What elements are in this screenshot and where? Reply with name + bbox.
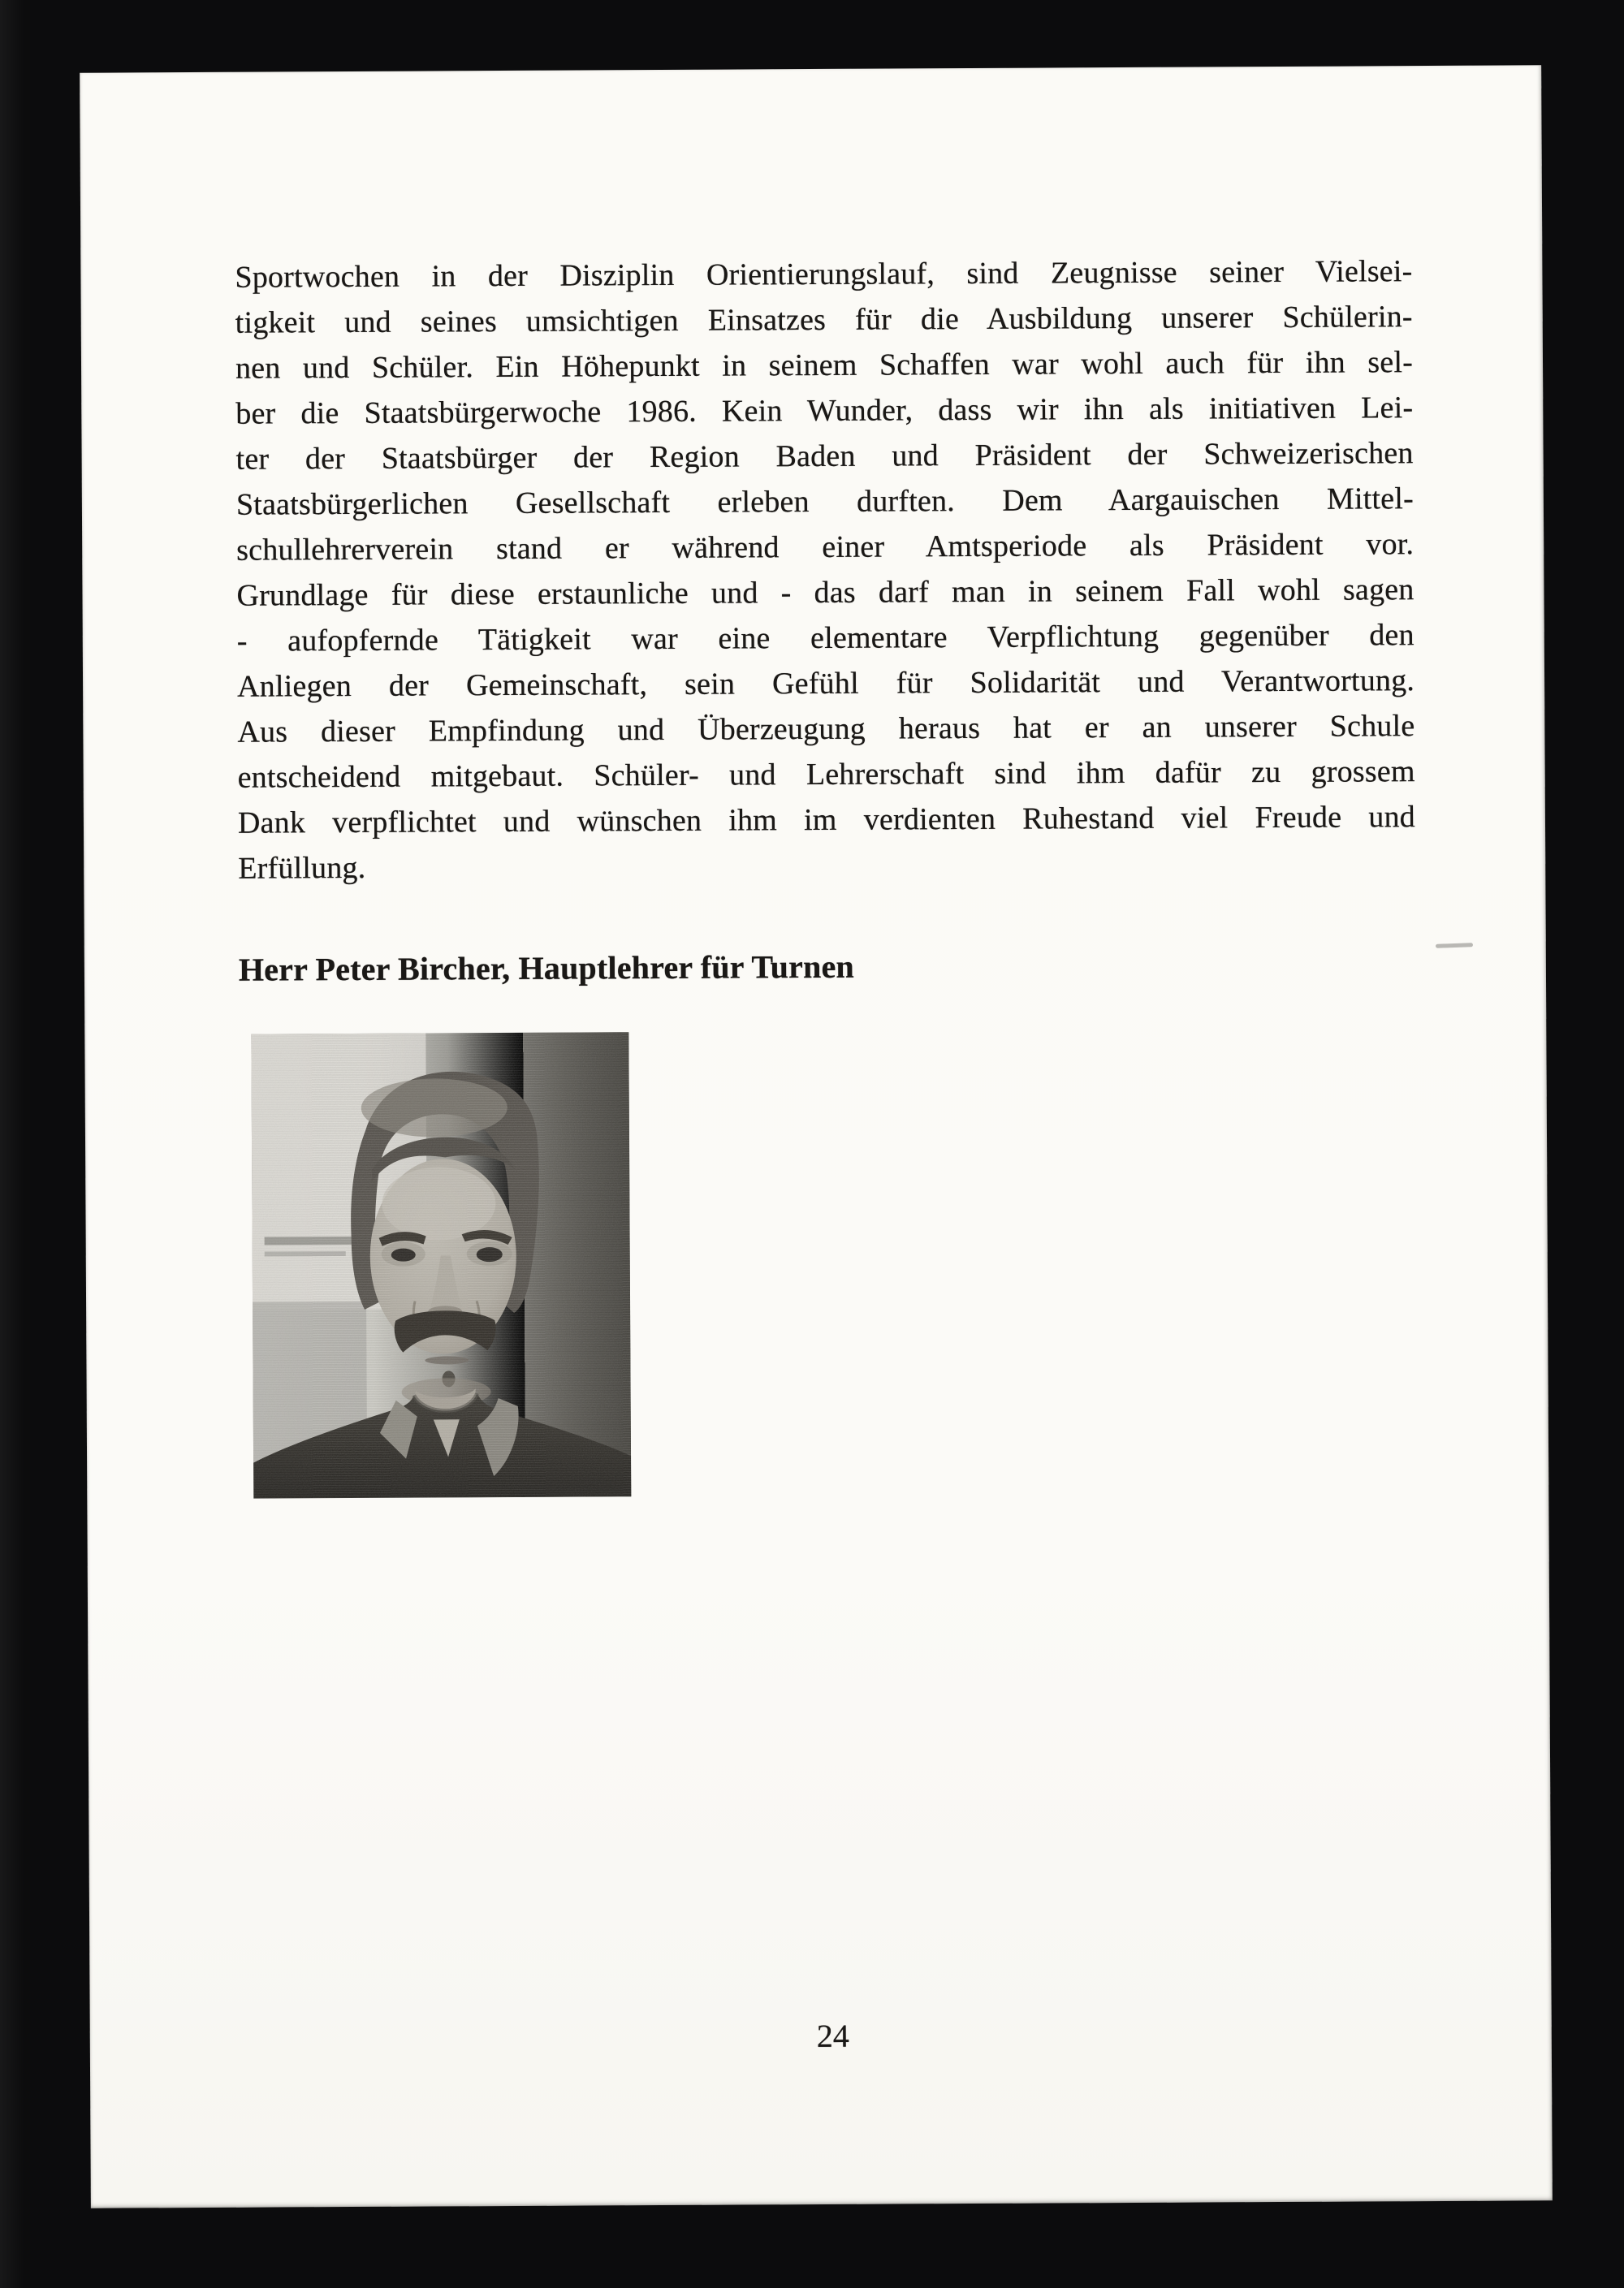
text-line: ber die Staatsbürgerwoche 1986. Kein Wunder, dass wir ihn als initiativen Lei- [235, 391, 1414, 431]
text-line: Sportwochen in der Disziplin Orientierungslauf, sind Zeugnisse seiner Vielsei- [235, 254, 1413, 295]
text-line: Dank verpflichtet und wünschen ihm im verdienten Ruhestand viel Freude und [237, 800, 1416, 840]
text-line: Aus dieser Empfindung und Überzeugung heraus hat er an unserer Schule [237, 709, 1415, 749]
scanner-edge-sheen [0, 0, 24, 2288]
text-line: Grundlage für diese erstaunliche und - das darf man in seinem Fall wohl sagen [236, 572, 1415, 613]
portrait-illustration [251, 1032, 631, 1498]
text-line: Erfüllung. [238, 850, 366, 886]
text-line: Staatsbürgerlichen Gesellschaft erleben durften. Dem Aargauischen Mittel- [235, 481, 1415, 522]
text-line: Anliegen der Gemeinschaft, sein Gefühl für Solidarität und Verantwortung. [236, 663, 1415, 704]
page-number: 24 [816, 2017, 849, 2055]
section-heading: Herr Peter Bircher, Hauptlehrer für Turnen [238, 948, 855, 988]
paragraph-retirement [235, 248, 1415, 891]
text-line: nen und Schüler. Ein Höhepunkt in seinem Schaffen war wohl auch für ihn sel- [235, 345, 1414, 386]
text-line: - aufopfernde Tätigkeit war eine elementare Verpflichtung gegenüber den [236, 618, 1415, 658]
text-line: tigkeit und seines umsichtigen Einsatzes für die Ausbildung unserer Schülerin- [235, 300, 1413, 340]
portrait-photo [251, 1032, 631, 1498]
text-line: schullehrerverein stand er während einer Amtsperiode als Präsident vor. [236, 527, 1415, 568]
text-line: entscheidend mitgebaut. Schüler- und Lehrerschaft sind ihm dafür zu grossem [237, 754, 1415, 795]
paragraph-bircher [239, 1039, 1419, 1551]
scanned-page [80, 65, 1553, 2208]
text-line: ter der Staatsbürger der Region Baden und Präsident der Schweizerischen [235, 436, 1414, 477]
